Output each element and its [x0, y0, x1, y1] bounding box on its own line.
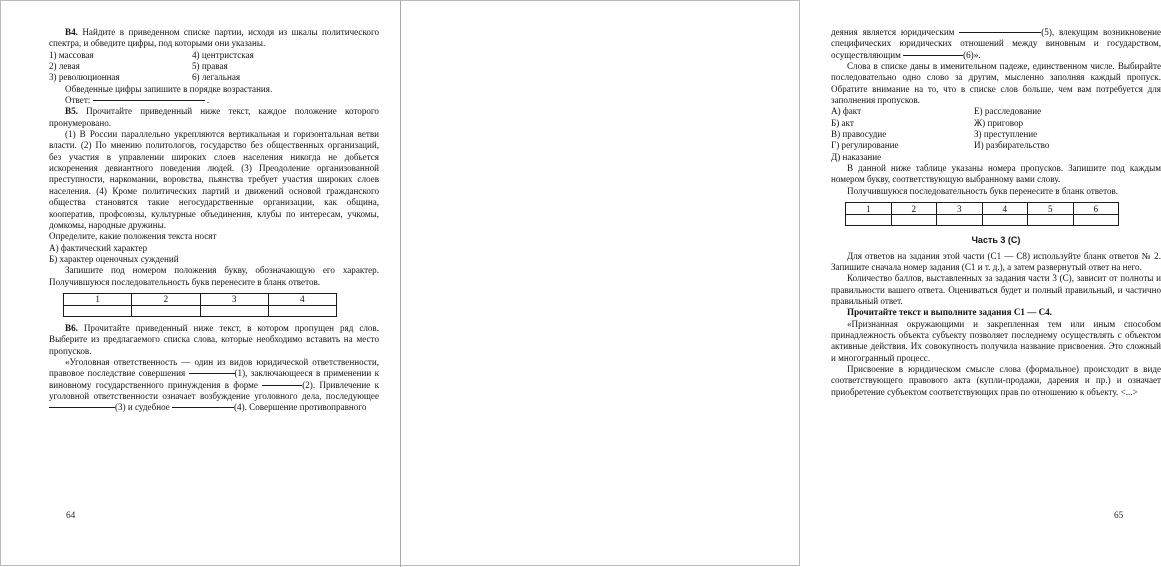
task-b6-instruction-3: Получившуюся последовательность букв перенесите в бланк ответов. [847, 185, 1119, 196]
task-b5-task-line: Определите, какие положения текста носят [49, 231, 217, 242]
task-b4-option-row [49, 72, 379, 83]
task-b4-option-row [49, 50, 379, 61]
task-b6-answer-table[interactable] [845, 202, 1119, 226]
passage-part: (1), заключающееся в применении к виновному государственного принуждения в форме [49, 368, 379, 390]
answer-cell[interactable] [1028, 215, 1074, 226]
task-b6-option-a: А) факт [831, 106, 862, 117]
gap-blank-6[interactable] [903, 55, 963, 56]
task-b6-option-zh: Ж) приговор [974, 117, 1024, 128]
gap-blank-2[interactable] [262, 385, 302, 386]
task-b5-passage: (1) В России параллельно укрепляются вертикальная и горизонтальная ветви власти. (2) По мнению политологов, государство без общественных организаций, без участия в управлении широких слоев населения никогда не добьется искоренения девиантного поведения людей. (3) Преодоление организованной преступности, наркомании, воровства, пьянства требует участия широких слоев населения. (4) Кроме политических партий и движений основой гражданского общества становятся такие негосударственные организации, как община, кооператив, профсоюзы, культурные объединения, клубы по интересам, учкомы, домкомы, народные дружины. [49, 129, 379, 230]
task-b6-passage [49, 357, 379, 414]
task-b5-label: В5. [65, 106, 78, 117]
task-b4-option-2: 2) левая [49, 61, 80, 72]
task-b4-answer-line [49, 95, 379, 106]
task-b6-option-row [831, 129, 1161, 140]
part-3-task-line-text: Прочитайте текст и выполните задания С1 — С4. [847, 307, 1052, 318]
task-b4-option-5: 5) правая [192, 61, 228, 72]
table-row-headers [846, 203, 1119, 215]
task-b6-option-i: И) разбирательство [974, 140, 1050, 151]
table-row-answers [64, 305, 337, 316]
task-b6-passage-continued [831, 27, 1161, 61]
page-number-right: 65 [1114, 511, 1124, 521]
task-b4-option-row [49, 61, 379, 72]
answer-cell[interactable] [891, 215, 937, 226]
task-b6-instruction-2: В данной ниже таблице указаны номера пропусков. Запишите под каждым номером букву, соответствующую выбранному вами слову. [831, 163, 1161, 185]
answer-cell[interactable] [1073, 215, 1119, 226]
table-header-cell: 5 [1028, 203, 1074, 215]
answer-blank-field[interactable] [93, 100, 205, 101]
passage-part: (6)». [963, 49, 981, 60]
table-row-answers [846, 215, 1119, 226]
task-b5-prompt [49, 106, 379, 129]
passage-part: (2). Привлечение к уголовной ответственности означает возбуждение уголовного дела, последующее [49, 379, 379, 401]
table-header-cell: 4 [268, 293, 336, 305]
task-b6-option-row [831, 140, 1161, 151]
passage-part: (5), влекущим возникновение специфических юридических отношений между виновным и государством, осуществляющим [831, 27, 1161, 60]
task-b6-instruction: Слова в списке даны в именительном падеже, единственном числе. Выбирайте последовательно одно слово за другим, мысленно заполняя каждый пропуск. Обратите внимание на то, что в списке слов больше, чем вам потребуется для заполнения пропусков. [831, 61, 1161, 106]
task-b6-option-row [831, 106, 1161, 117]
task-b4-option-4: 4) центристская [192, 49, 254, 60]
table-header-cell: 4 [982, 203, 1028, 215]
task-b6-prompt [49, 323, 379, 357]
task-b5-option-a: А) фактический характер [49, 242, 148, 253]
table-header-cell: 6 [1073, 203, 1119, 215]
table-header-cell: 2 [891, 203, 937, 215]
answer-cell[interactable] [64, 305, 132, 316]
table-header-cell: 1 [846, 203, 892, 215]
task-b5-answer-table[interactable] [63, 293, 337, 317]
part-3-task-line [831, 307, 1161, 318]
gap-blank-1[interactable] [189, 373, 235, 374]
answer-label: Ответ: [65, 95, 91, 106]
left-page-text-column [49, 27, 379, 414]
answer-cell[interactable] [200, 305, 268, 316]
answer-cell[interactable] [132, 305, 200, 316]
passage-part: деяния является юридическим [831, 27, 960, 37]
task-b4-option-3: 3) революционная [49, 72, 120, 83]
part-3-heading: Часть 3 (С) [971, 235, 1021, 246]
part-3-passage-2: Присвоение в юридическом смысле слова (формальное) происходит в виде соответствующего правового акта (купли-продажи, дарения и пр.) и означает приобретение субъектом соответствующих прав по отношению к объекту. <...> [831, 363, 1161, 397]
right-page-text-column [831, 27, 1161, 398]
part-3-paragraph-1: Для ответов на задания этой части (С1 — С8) используйте бланк ответов № 2. Запишите сначала номер задания (С1 и т. д.), а затем развернутый ответ на него. [831, 250, 1161, 272]
passage-part: (3) и судебное [115, 402, 173, 413]
task-b5-prompt-text: Прочитайте приведенный ниже текст, каждое положение которого пронумеровано. [49, 106, 379, 128]
table-header-cell: 1 [64, 293, 132, 305]
gap-blank-4[interactable] [172, 407, 234, 408]
task-b6-option-d: Д) наказание [831, 151, 882, 162]
gap-blank-5[interactable] [959, 32, 1041, 33]
table-row-headers [64, 293, 337, 305]
answer-cell[interactable] [268, 305, 336, 316]
gap-blank-3[interactable] [49, 407, 115, 408]
task-b4-option-1: 1) массовая [49, 49, 94, 60]
task-b4-prompt [49, 27, 379, 50]
task-b4-label: В4. [65, 27, 78, 37]
right-page [401, 1, 1161, 567]
part-3-passage-1: «Признанная окружающими и закрепленная тем или иным способом принадлежность объекта субъекту позволяет последнему осуществлять с объектом активные действия. Их совокупность получила название присвоения. Это сложный и многогранный процесс. [831, 318, 1161, 363]
answer-cell[interactable] [982, 215, 1028, 226]
task-b6-option-b: Б) акт [831, 117, 854, 128]
answer-cell[interactable] [846, 215, 892, 226]
table-header-cell: 3 [937, 203, 983, 215]
answer-period: . [206, 95, 210, 106]
task-b6-prompt-text: Прочитайте приведенный ниже текст, в котором пропущен ряд слов. Выберите из предлагаемого списка слова, которые необходимо вставить на место пропусков. [49, 322, 380, 356]
passage-part: (4). Совершение противоправного [234, 402, 367, 413]
task-b6-label: В6. [65, 322, 78, 333]
part-3-paragraph-2: Количество баллов, выставленных за задания части 3 (С), зависит от полноты и правильности вашего ответа. Оцениваться будет и полный правильный, и частично правильный ответ. [831, 273, 1161, 306]
task-b6-option-row [831, 118, 1161, 129]
page-number-left: 64 [66, 511, 76, 521]
task-b4-prompt-text: Найдите в приведенном списке партии, исходя из шкалы политического спектра, и обведите цифры, под которыми они указаны. [49, 27, 379, 49]
task-b4-option-6: 6) легальная [192, 72, 241, 83]
table-header-cell: 3 [200, 293, 268, 305]
left-page [1, 1, 400, 567]
task-b4-instruction: Обведенные цифры запишите в порядке возрастания. [65, 83, 273, 94]
task-b6-option-v: В) правосудие [831, 129, 887, 140]
task-b5-instruction: Запишите под номером положения букву, обозначающую его характер. Получившуюся последовательность букв перенесите в бланк ответов. [49, 265, 379, 287]
answer-cell[interactable] [937, 215, 983, 226]
task-b6-option-z: З) преступление [974, 129, 1038, 140]
passage-part: «Уголовная ответственность — один из видов юридической ответственности, правовое последствие совершения [49, 356, 379, 379]
task-b5-option-b: Б) характер оценочных суждений [49, 253, 179, 264]
table-header-cell: 2 [132, 293, 200, 305]
task-b6-option-g: Г) регулирование [831, 140, 899, 151]
task-b6-option-e: Е) расследование [974, 106, 1042, 117]
